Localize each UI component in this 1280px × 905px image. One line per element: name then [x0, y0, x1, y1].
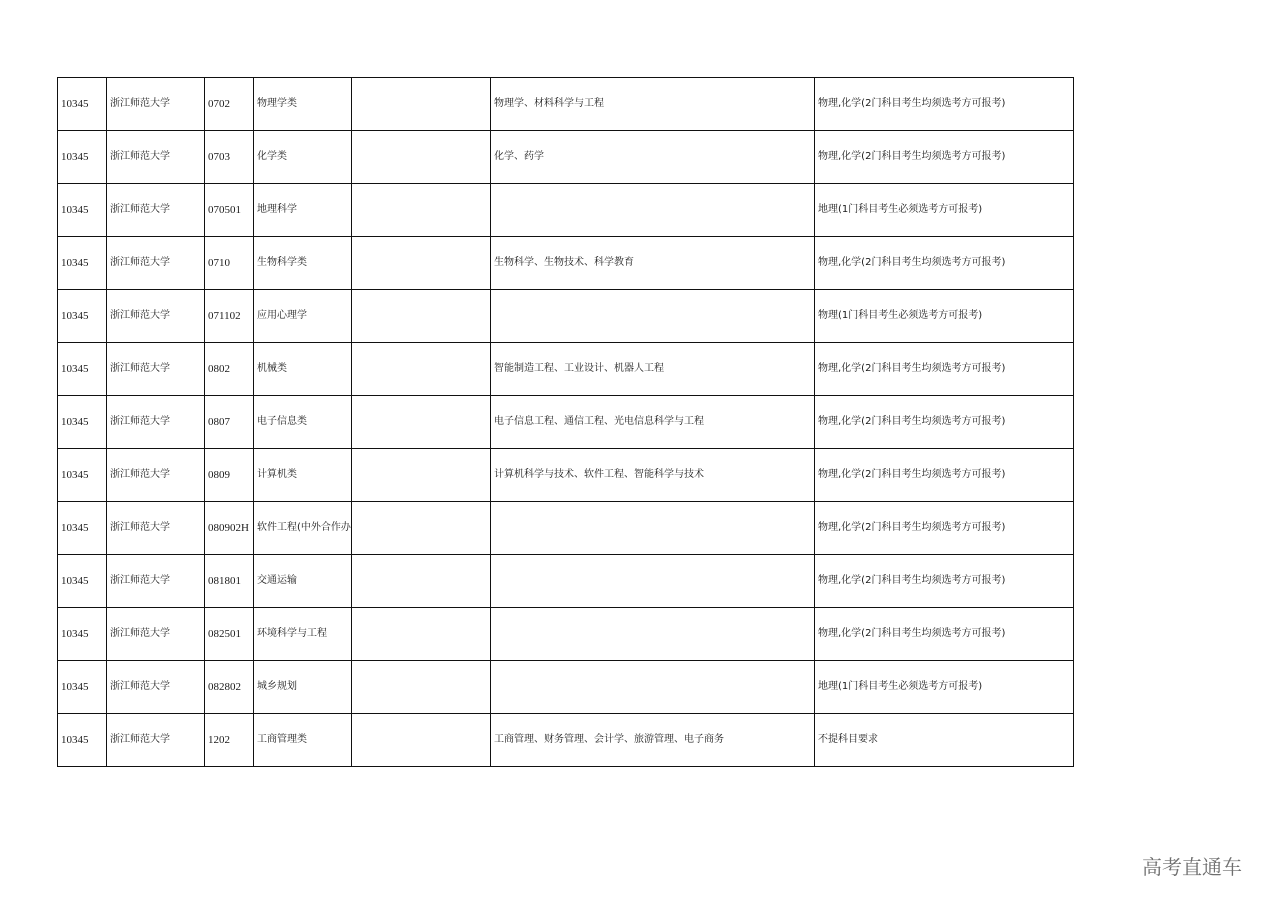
major-code-cell: 080902H [205, 502, 254, 555]
school-code-cell: 10345 [58, 714, 107, 767]
major-name-cell: 城乡规划 [254, 661, 352, 714]
major-name-cell: 环境科学与工程 [254, 608, 352, 661]
school-name-cell: 浙江师范大学 [107, 555, 205, 608]
major-code-cell: 0703 [205, 131, 254, 184]
major-name-cell: 应用心理学 [254, 290, 352, 343]
table-row [58, 131, 1074, 184]
subject-requirement-cell: 物理,化学(2门科目考生均须选考方可报考) [815, 449, 1074, 502]
major-code-cell: 0702 [205, 78, 254, 131]
note-cell [352, 714, 491, 767]
major-name-cell: 生物科学类 [254, 237, 352, 290]
school-name-cell: 浙江师范大学 [107, 661, 205, 714]
major-name-cell: 工商管理类 [254, 714, 352, 767]
major-code-cell: 0802 [205, 343, 254, 396]
included-majors-cell [491, 502, 815, 555]
major-code-cell: 081801 [205, 555, 254, 608]
school-code-cell: 10345 [58, 449, 107, 502]
included-majors-cell: 生物科学、生物技术、科学教育 [491, 237, 815, 290]
table-body [58, 78, 1074, 767]
school-code-cell: 10345 [58, 608, 107, 661]
school-name-cell: 浙江师范大学 [107, 184, 205, 237]
subject-requirement-cell: 地理(1门科目考生必须选考方可报考) [815, 661, 1074, 714]
school-name-cell: 浙江师范大学 [107, 343, 205, 396]
subject-requirement-cell: 物理,化学(2门科目考生均须选考方可报考) [815, 502, 1074, 555]
major-code-cell: 082501 [205, 608, 254, 661]
school-name-cell: 浙江师范大学 [107, 290, 205, 343]
table-row [58, 555, 1074, 608]
note-cell [352, 661, 491, 714]
school-name-cell: 浙江师范大学 [107, 714, 205, 767]
school-name-cell: 浙江师范大学 [107, 502, 205, 555]
note-cell [352, 555, 491, 608]
school-code-cell: 10345 [58, 290, 107, 343]
watermark-text: 高考直通车 [1142, 855, 1242, 879]
school-name-cell: 浙江师范大学 [107, 78, 205, 131]
school-code-cell: 10345 [58, 661, 107, 714]
school-code-cell: 10345 [58, 237, 107, 290]
subject-requirement-cell: 物理,化学(2门科目考生均须选考方可报考) [815, 343, 1074, 396]
subject-requirement-cell: 物理,化学(2门科目考生均须选考方可报考) [815, 78, 1074, 131]
major-name-cell: 电子信息类 [254, 396, 352, 449]
subject-requirement-cell: 物理,化学(2门科目考生均须选考方可报考) [815, 237, 1074, 290]
note-cell [352, 396, 491, 449]
school-name-cell: 浙江师范大学 [107, 449, 205, 502]
major-name-cell: 机械类 [254, 343, 352, 396]
included-majors-cell [491, 661, 815, 714]
table-row [58, 343, 1074, 396]
subject-requirement-cell: 物理,化学(2门科目考生均须选考方可报考) [815, 131, 1074, 184]
table-row [58, 714, 1074, 767]
major-name-cell: 软件工程(中外合作办 [254, 502, 352, 555]
table-row [58, 608, 1074, 661]
included-majors-cell [491, 555, 815, 608]
note-cell [352, 290, 491, 343]
note-cell [352, 237, 491, 290]
table-row [58, 449, 1074, 502]
major-name-cell: 交通运输 [254, 555, 352, 608]
included-majors-cell [491, 184, 815, 237]
note-cell [352, 131, 491, 184]
note-cell [352, 608, 491, 661]
school-code-cell: 10345 [58, 396, 107, 449]
table-row [58, 502, 1074, 555]
note-cell [352, 449, 491, 502]
major-name-cell: 计算机类 [254, 449, 352, 502]
major-code-cell: 1202 [205, 714, 254, 767]
major-code-cell: 082802 [205, 661, 254, 714]
school-code-cell: 10345 [58, 502, 107, 555]
note-cell [352, 78, 491, 131]
subject-requirement-cell: 物理,化学(2门科目考生均须选考方可报考) [815, 555, 1074, 608]
included-majors-cell: 电子信息工程、通信工程、光电信息科学与工程 [491, 396, 815, 449]
table-row [58, 78, 1074, 131]
school-code-cell: 10345 [58, 343, 107, 396]
note-cell [352, 502, 491, 555]
table-row [58, 661, 1074, 714]
note-cell [352, 184, 491, 237]
subject-requirement-cell: 不提科目要求 [815, 714, 1074, 767]
subject-requirement-cell: 物理,化学(2门科目考生均须选考方可报考) [815, 608, 1074, 661]
included-majors-cell: 工商管理、财务管理、会计学、旅游管理、电子商务 [491, 714, 815, 767]
school-code-cell: 10345 [58, 131, 107, 184]
major-code-cell: 070501 [205, 184, 254, 237]
note-cell [352, 343, 491, 396]
major-name-cell: 化学类 [254, 131, 352, 184]
subject-requirement-cell: 物理(1门科目考生必须选考方可报考) [815, 290, 1074, 343]
school-code-cell: 10345 [58, 78, 107, 131]
subject-requirement-cell: 地理(1门科目考生必须选考方可报考) [815, 184, 1074, 237]
major-name-cell: 物理学类 [254, 78, 352, 131]
subject-requirement-cell: 物理,化学(2门科目考生均须选考方可报考) [815, 396, 1074, 449]
included-majors-cell: 计算机科学与技术、软件工程、智能科学与技术 [491, 449, 815, 502]
included-majors-cell: 物理学、材料科学与工程 [491, 78, 815, 131]
major-name-cell: 地理科学 [254, 184, 352, 237]
table-row [58, 396, 1074, 449]
school-name-cell: 浙江师范大学 [107, 396, 205, 449]
school-code-cell: 10345 [58, 555, 107, 608]
school-name-cell: 浙江师范大学 [107, 608, 205, 661]
table-row [58, 237, 1074, 290]
major-requirements-table [57, 77, 1074, 767]
school-code-cell: 10345 [58, 184, 107, 237]
major-code-cell: 0710 [205, 237, 254, 290]
major-code-cell: 071102 [205, 290, 254, 343]
included-majors-cell: 化学、药学 [491, 131, 815, 184]
school-name-cell: 浙江师范大学 [107, 237, 205, 290]
included-majors-cell: 智能制造工程、工业设计、机器人工程 [491, 343, 815, 396]
included-majors-cell [491, 608, 815, 661]
major-code-cell: 0807 [205, 396, 254, 449]
school-name-cell: 浙江师范大学 [107, 131, 205, 184]
table-row [58, 184, 1074, 237]
table-row [58, 290, 1074, 343]
major-code-cell: 0809 [205, 449, 254, 502]
included-majors-cell [491, 290, 815, 343]
